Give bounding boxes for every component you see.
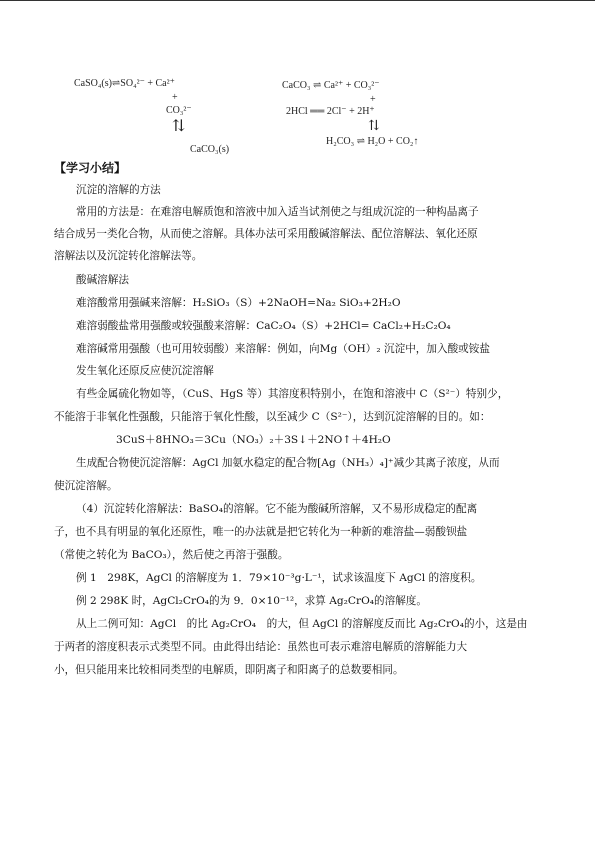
paragraph-line: 难溶碱常用强酸（也可用较弱酸）来溶解：例如，向Mg（OH）₂ 沉淀中，加入酸或铵盐 <box>76 343 490 355</box>
paragraph-line: 生成配合物使沉淀溶解：AgCl 加氨水稳定的配合物[Ag（NH₃）₄]⁺减少其离子浓度，从而 <box>76 457 500 469</box>
equilibrium-arrow-icon: ⇅ <box>172 118 186 135</box>
paragraph-line: 从上二例可知：AgCl 的比 Ag₂CrO₄ 的大，但 AgCl 的溶解度反而比 Ag₂CrO₄的小，这是由 <box>76 618 528 630</box>
paragraph-line: 难溶酸常用强碱来溶解：H₂SiO₃（S）+2NaOH=Na₂ SiO₃+2H₂O <box>76 297 401 309</box>
paragraph-line: （常使之转化为 BaCO₃），然后使之再溶于强酸。 <box>54 549 289 561</box>
paragraph-line: 小，但只能用来比较相同类型的电解质，即阴离子和阳离子的总数要相同。 <box>54 664 404 676</box>
subsection-title: 酸碱溶解法 <box>76 274 129 286</box>
caco3-solid: CaCO₃(s) <box>190 144 230 155</box>
caco3-dissolution-figure <box>282 76 482 156</box>
paragraph-line: 有些金属硫化物如等，（CuS、HgS 等）其溶度积特别小，在饱和溶液中 C（S²⁻）特别少， <box>76 388 509 400</box>
equation-line: 3CuS＋8HNO₃＝3Cu（NO₃）₂＋3S↓＋2NO↑＋4H₂O <box>116 434 391 446</box>
paragraph-line: 于两者的溶度积表示式类型不同。由此得出结论：虽然也可表示难溶电解质的溶解能力大 <box>54 641 468 653</box>
caso4-conversion-figure <box>74 74 264 159</box>
paragraph-line: 结合成另一类化合物，从而使之溶解。具体办法可采用酸碱溶解法、配位溶解法、氧化还原 <box>54 228 478 240</box>
hcl-ionization: 2HCl ══ 2Cl⁻ + 2H⁺ <box>286 106 375 117</box>
top-rule <box>0 0 595 1</box>
carbonate-ion: CO₃²⁻ <box>166 105 192 116</box>
paragraph-line: 难溶弱酸盐常用强酸或较强酸来溶解：CaC₂O₄（S）+2HCl= CaCl₂+H₂C₂O₄ <box>76 320 451 332</box>
paragraph-line: 子，也不具有明显的氧化还原性，唯一的办法就是把它转化为一种新的难溶盐—弱酸钡盐 <box>54 526 468 538</box>
paragraph-line: 发生氧化还原反应使沉淀溶解 <box>76 365 214 377</box>
paragraph-line: 不能溶于非氧化性强酸，只能溶于氧化性酸，以至减少 C（S²⁻），达到沉淀溶解的目的。如： <box>54 411 491 423</box>
caco3-equilibrium: CaCO₃ ⇌ Ca²⁺ + CO₃²⁻ <box>282 80 380 91</box>
paragraph-line: 常用的方法是：在难溶电解质饱和溶液中加入适当试剂使之与组成沉淀的一种构晶离子 <box>76 206 479 218</box>
equilibrium-arrow-icon: ⇅ <box>368 119 380 134</box>
paragraph-line: 使沉淀溶解。 <box>54 480 118 492</box>
plus-sign: + <box>370 94 376 105</box>
paragraph-line: 溶解法以及沉淀转化溶解法等。 <box>54 250 203 262</box>
plus-sign: + <box>172 92 178 103</box>
summary-heading: 【学习小结】 <box>54 161 127 175</box>
example-line: 例 2 298K 时，AgCl₂CrO₄的为 9．0×10⁻¹²，求算 Ag₂CrO₄的溶解度。 <box>76 595 427 607</box>
example-line: 例 1 298K，AgCl 的溶解度为 1．79×10⁻³g·L⁻¹，试求该温度下 AgCl 的溶度积。 <box>76 572 482 584</box>
section-title: 沉淀的溶解的方法 <box>76 184 161 196</box>
paragraph-line: （4）沉淀转化溶解法：BaSO₄的溶解。它不能为酸碱所溶解，又不易形成稳定的配离 <box>76 503 478 515</box>
caso4-equilibrium: CaSO₄(s)⇌SO₄²⁻ + Ca²⁺ <box>74 78 175 89</box>
carbonic-acid-decomposition: H₂CO₃ ⇌ H₂O + CO₂↑ <box>326 136 419 147</box>
